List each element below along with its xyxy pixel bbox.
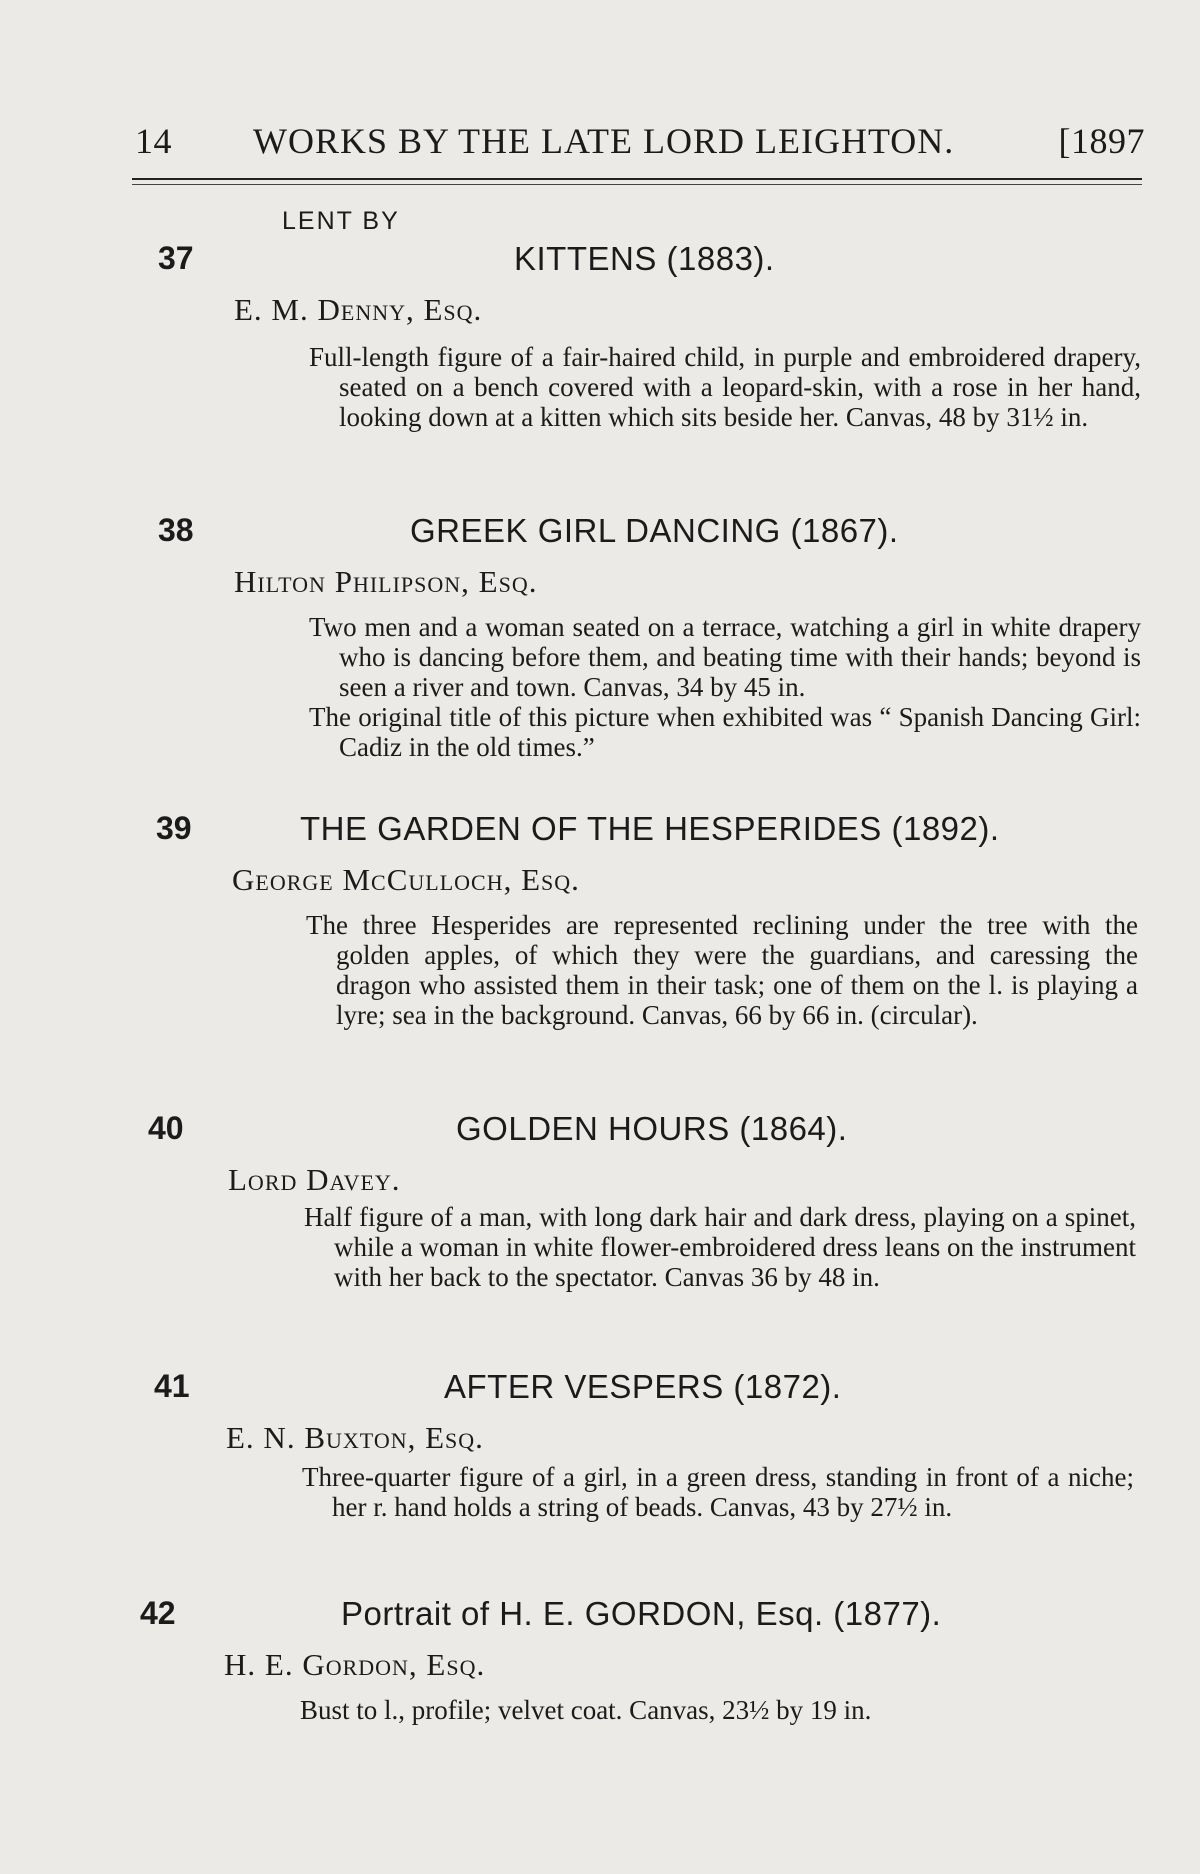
entry-lender: George McCulloch, Esq.: [232, 862, 580, 897]
entry-title: GOLDEN HOURS (1864).: [456, 1110, 848, 1147]
description-paragraph: Bust to l., profile; velvet coat. Canvas, 23½ by 19 in.: [300, 1695, 872, 1725]
page-header: [135, 120, 1145, 164]
description-paragraph: The three Hesperides are represented reclining under the tree with the golden apples, of which they were the guardians, and caressing the dragon who assisted them in their task; one of them on the l. is playing a lyre; sea in the background. Canvas, 66 by 66 in. (circular).: [306, 910, 1138, 1030]
entry-lender: E. M. Denny, Esq.: [234, 292, 483, 327]
entry-description: [309, 342, 1141, 432]
entry-number: 42: [140, 1595, 176, 1631]
entry-lender: E. N. Buxton, Esq.: [226, 1420, 484, 1455]
description-paragraph: Three-quarter figure of a girl, in a green dress, standing in front of a niche; her r. hand holds a string of beads. Canvas, 43 by 27½ in.: [302, 1462, 1134, 1522]
lent-by-label: LENT BY: [282, 207, 400, 235]
entry-description: [309, 612, 1141, 762]
entry-lender: Hilton Philipson, Esq.: [234, 564, 538, 599]
entry-lender: H. E. Gordon, Esq.: [224, 1647, 486, 1682]
entry-description: [306, 910, 1138, 1030]
entry-number: 38: [158, 512, 194, 548]
running-title: WORKS BY THE LATE LORD LEIGHTON.: [253, 121, 955, 161]
header-rule-thin: [132, 184, 1142, 185]
header-rule-thick: [132, 178, 1142, 180]
header-year: [1897: [1058, 121, 1145, 161]
page-number: 14: [135, 121, 172, 161]
description-paragraph: Half figure of a man, with long dark hair and dark dress, playing on a spinet, while a woman in white flower-embroidered dress leans on the instrument with her back to the spectator. Canvas 36 by 48 in.: [304, 1202, 1136, 1292]
entry-description: [300, 1695, 1132, 1725]
entry-title: AFTER VESPERS (1872).: [444, 1368, 842, 1405]
entry-description: [304, 1202, 1136, 1292]
description-paragraph: Full-length figure of a fair-haired child, in purple and embroidered drapery, seated on a bench covered with a leopard-skin, with a rose in her hand, looking down at a kitten which sits beside her. Canvas, 48 by 31½ in.: [309, 342, 1141, 432]
entry-number: 41: [154, 1368, 190, 1404]
entry-lender: Lord Davey.: [228, 1162, 401, 1197]
entry-title: KITTENS (1883).: [514, 240, 775, 277]
entry-number: 39: [156, 810, 192, 846]
entry-title: Portrait of H. E. GORDON, Esq. (1877).: [341, 1595, 942, 1632]
description-paragraph: Two men and a woman seated on a terrace, watching a girl in white drapery who is dancing before them, and beating time with their hands; beyond is seen a river and town. Canvas, 34 by 45 in.: [309, 612, 1141, 702]
entry-description: [302, 1462, 1134, 1522]
entry-number: 40: [148, 1110, 184, 1146]
entry-title: THE GARDEN OF THE HESPERIDES (1892).: [300, 810, 1000, 847]
entry-title: GREEK GIRL DANCING (1867).: [410, 512, 899, 549]
description-paragraph: The original title of this picture when exhibited was “ Spanish Dancing Girl: Cadiz in the old times.”: [309, 702, 1141, 762]
entry-number: 37: [158, 240, 194, 276]
